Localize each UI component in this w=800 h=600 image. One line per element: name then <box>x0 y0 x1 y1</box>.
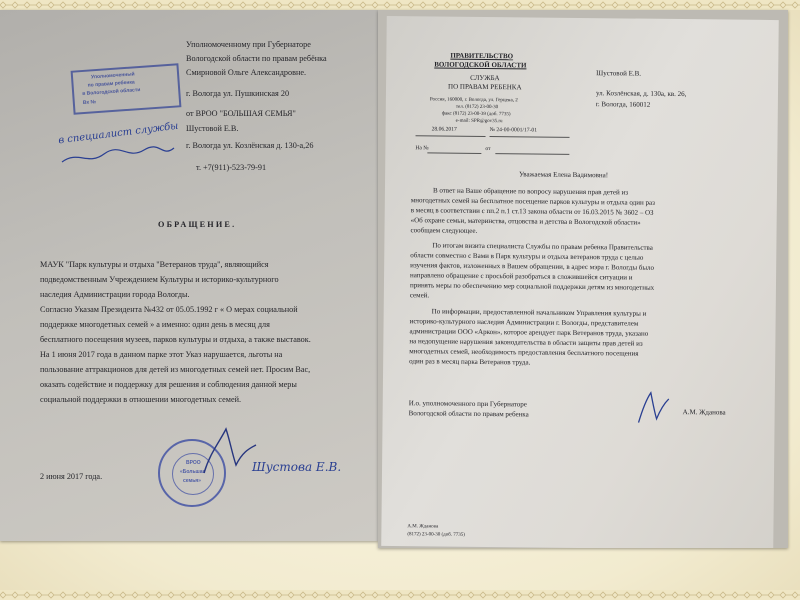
org-detail-line: факс (8172) 23-00-39 (доб. 7735) <box>441 111 511 118</box>
body-line: социальной поддержки в отношении многодетных семей. <box>40 395 242 404</box>
body-line: направлено обращение с просьбой разобраться в сложившейся ситуации и <box>410 271 633 282</box>
seal-text: семья» <box>183 478 201 484</box>
addressee-line: Уполномоченному при Губернаторе <box>186 40 311 49</box>
org-detail-line: Россия, 160000, г. Вологда, ул. Герцена, 2 <box>429 97 518 104</box>
bottom-border-pattern <box>0 590 800 600</box>
body-line: На 1 июня 2017 года в данном парке этот Указ нарушается, льготы на <box>40 350 283 359</box>
official-reply-page <box>381 16 779 548</box>
addressee-line: Шустовой Е.В. <box>186 124 239 133</box>
org-header-line: ПРАВИТЕЛЬСТВО <box>450 51 514 61</box>
addressee-line: г. Вологда ул. Пушкинская 20 <box>186 89 290 98</box>
recipient-line: Шустовой Е.В. <box>596 69 642 78</box>
executor-line: А.М. Жданова <box>407 524 439 530</box>
body-line: на недопущение нарушения законодательства в области защиты прав детей из <box>409 337 643 348</box>
signatory-title-line: И.о. уполномоченного при Губернаторе <box>408 399 527 409</box>
org-detail-line: e-mail: SPR@gov35.ru <box>455 118 503 125</box>
org-service-line: ПО ПРАВАМ РЕБЕНКА <box>448 82 522 92</box>
seal-text: «Большая <box>180 469 206 475</box>
signature-scribble <box>196 423 266 483</box>
registration-stamp <box>71 63 182 114</box>
stamp-text: Уполномоченный <box>90 71 135 81</box>
body-line: По информации, предоставленной начальником Управления культуры и <box>431 307 647 318</box>
body-line: многодетных семей на бесплатное посещение парков культуры и отдыха один раз <box>410 196 655 207</box>
handwritten-note: в специалист службы <box>57 120 180 147</box>
body-line: администрации ООО «Аркон», которое арендует парк Ветеранов труда, указано <box>409 327 649 338</box>
body-line: области совместно с Вами в Парк культуры и отдыха ветеранов труда с целью <box>410 251 644 262</box>
incoming-from-label: от <box>485 146 491 153</box>
stamp-text: по правам ребенка <box>87 79 135 89</box>
body-line: изучения фактов, изложенных в Вашем обращении, в адрес мэра г. Вологды было <box>410 261 655 272</box>
body-line: подведомственным Учреждением Культуры и историко-культурного <box>40 275 279 284</box>
addressee-line: г. Вологда ул. Козлёнская д. 130-а,26 <box>186 141 314 150</box>
body-line: принять меры по обеспечению мер социальной поддержки детям из многодетных <box>409 281 655 292</box>
date-underline <box>416 135 486 137</box>
body-line: Согласно Указам Президента №432 от 05.05.1992 г « О мерах социальной <box>40 305 298 314</box>
body-line: семей. <box>409 291 430 300</box>
body-line: один раз в месяц парка Ветеранов труда. <box>409 357 531 367</box>
appeal-date: 2 июня 2017 года. <box>40 472 103 481</box>
salutation: Уважаемая Елена Вадимовна! <box>519 170 609 180</box>
body-line: сообщаем следующее. <box>410 226 478 235</box>
recipient-line: г. Вологда, 160012 <box>595 100 651 109</box>
body-line: пользование аттракционов для детей из многодетных семей нет. Просим Вас, <box>40 365 311 374</box>
body-line: многодетных семей, необходимость предоставления бесплатного посещения <box>409 347 639 358</box>
body-line: в месяц в соответствии с пп.2 п.1 ст.13 закона области от 16.03.2015 № 3602 – ОЗ <box>410 206 654 217</box>
appeal-letter-page <box>0 10 378 541</box>
official-reply-photo <box>378 10 788 548</box>
body-line: МАУК "Парк культуры и отдыха "Ветеранов труда", являющийся <box>40 260 269 269</box>
addressee-line: Вологодской области по правам ребёнка <box>186 54 327 63</box>
number-underline <box>490 136 570 138</box>
handwritten-signature: Шустова Е.В. <box>252 460 342 474</box>
body-line: «Об охране семьи, материнства, отцовства и детства в Вологодской области» <box>410 216 641 227</box>
incoming-number-line <box>427 152 481 154</box>
handwritten-scribble <box>58 140 178 170</box>
top-border-pattern <box>0 0 800 10</box>
addressee-line: от ВРОО "БОЛЬШАЯ СЕМЬЯ" <box>186 109 296 118</box>
body-line: поддержке многодетных семей » а именно: один день в месяц для <box>40 320 270 329</box>
recipient-line: ул. Козлёнская, д. 130а, кв. 26, <box>595 89 687 99</box>
body-line: В ответ на Ваше обращение по вопросу нарушения прав детей из <box>432 186 629 197</box>
official-signature-scribble <box>632 389 672 429</box>
body-line: историко-культурного наследия Администрации г. Вологды, представителем <box>409 317 639 328</box>
body-line: бесплатного посещения музеев, парков культуры и отдыха, а также выставок. <box>40 335 311 344</box>
signatory-name: А.М. Жданова <box>682 408 726 417</box>
incoming-from-line <box>495 153 569 155</box>
seal-text: ВРОО <box>186 460 201 466</box>
appeal-title: ОБРАЩЕНИЕ. <box>158 220 237 229</box>
stamp-text: Вх № <box>82 99 97 107</box>
appeal-letter-photo <box>0 10 378 541</box>
signatory-title-line: Вологодской области по правам ребенка <box>408 409 529 419</box>
incoming-number-label: На № <box>415 145 429 152</box>
outgoing-number: № 24-00-0001/17-01 <box>489 127 538 134</box>
org-header-line: ВОЛОГОДСКОЙ ОБЛАСТИ <box>434 60 527 70</box>
body-line: наследия Администрации города Вологды. <box>40 290 190 299</box>
addressee-line: т. +7(911)-523-79-91 <box>196 163 267 172</box>
body-line: По итогам визита специалиста Службы по правам ребенка Правительства <box>432 241 653 252</box>
stamp-text: в Вологодской области <box>82 87 141 98</box>
outgoing-date: 28.06.2017 <box>431 126 457 133</box>
body-line: оказать содействие и поддержку для решения и соблюдения данной меры <box>40 380 297 389</box>
addressee-line: Смирновой Ольге Александровне. <box>186 68 307 77</box>
org-detail-line: тел. (8172) 23-00-30 <box>455 104 499 111</box>
org-service-line: СЛУЖБА <box>470 73 500 83</box>
executor-line: (8172) 23-00-30 (доб. 7735) <box>407 532 465 538</box>
